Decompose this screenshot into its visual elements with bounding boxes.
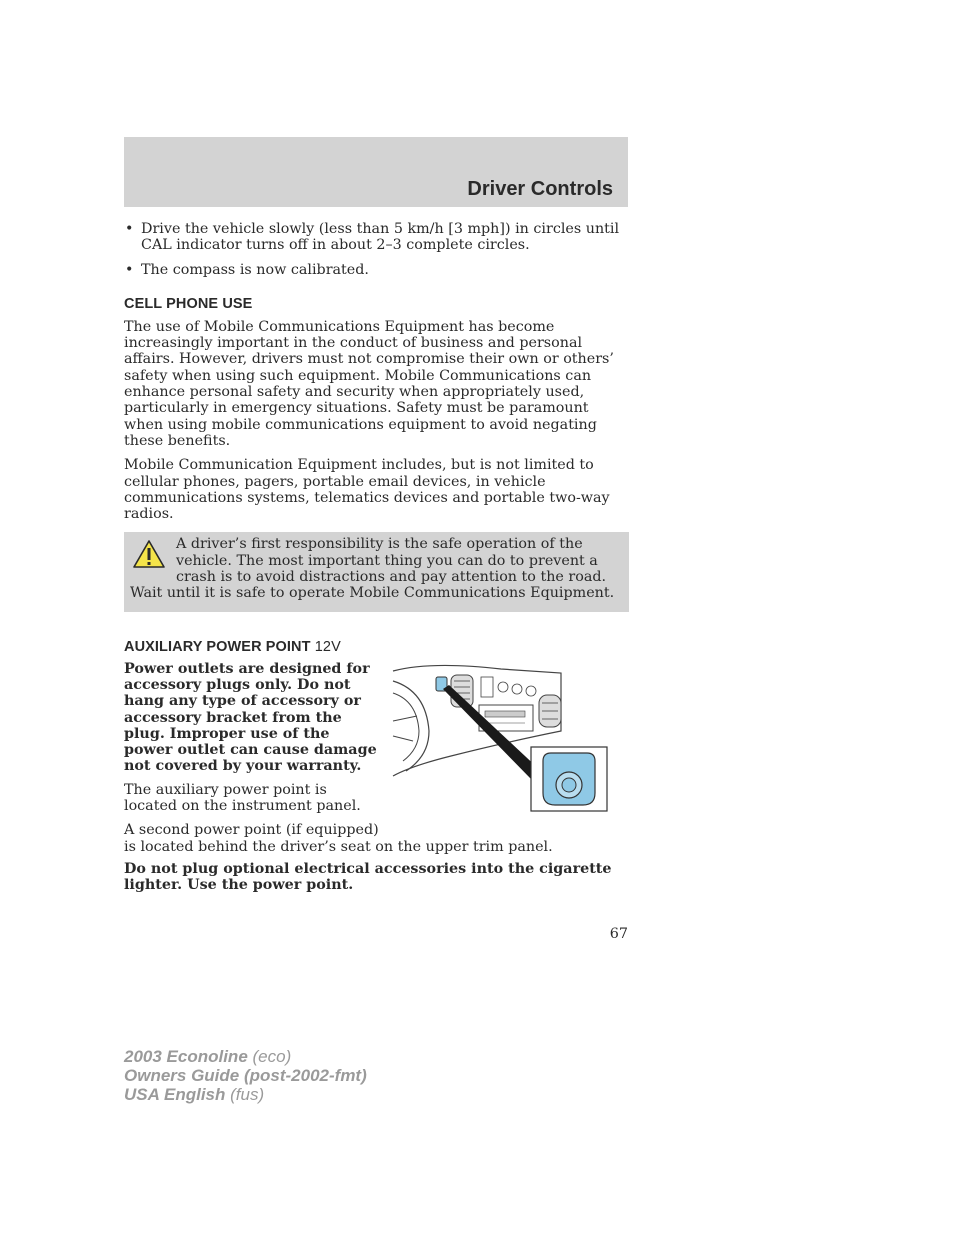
warning-triangle-icon bbox=[132, 539, 166, 569]
calibration-steps bbox=[124, 221, 629, 278]
list-item: • Drive the vehicle slowly (less than 5 km/h [3 mph]) in circles until CAL indicator turns off in about 2–3 complete circles. bbox=[125, 221, 620, 254]
cigarette-lighter-warning: Do not plug optional electrical accessories into the cigarette lighter. Use the power point. bbox=[124, 860, 612, 894]
cell-phone-paragraph-1: The use of Mobile Communications Equipment has become increasingly important in the conduct of business and personal affairs. However, drivers must not compromise their own or others’ safety when using such equipment. Mobile Communications can enhance personal safety and security when appropriately used, particularly in emergency situations. Safety must be paramount when using mobile communications equipment to avoid negating these benefits. bbox=[124, 318, 614, 449]
list-item: • The compass is now calibrated. bbox=[125, 261, 369, 278]
page-number: 67 bbox=[609, 926, 628, 942]
page-content bbox=[124, 221, 629, 894]
cell-phone-heading: CELL PHONE USE bbox=[124, 295, 253, 312]
header-band bbox=[124, 137, 628, 207]
aux-power-section bbox=[124, 661, 629, 894]
second-power-point-line-2: is located behind the driver’s seat on the upper trim panel. bbox=[124, 838, 553, 855]
power-outlet-warning: Power outlets are designed for accessory plugs only. Do not hang any type of accessory or accessory bracket from the plug. Improper use of the power outlet can cause damage not covered by your warranty. bbox=[124, 660, 377, 775]
document-footer: 2003 Econoline (eco) Owners Guide (post-2002-fmt) USA English (fus) bbox=[124, 1047, 367, 1104]
warning-text: A driver’s first responsibility is the safe operation of the vehicle. The most important thing you can do to prevent a crash is to avoid distractions and pay attention to the road. Wait until it is safe to operate Mobile Communications Equipment. bbox=[130, 536, 615, 602]
bullet-icon: • bbox=[125, 221, 134, 237]
bullet-icon: • bbox=[125, 261, 134, 278]
second-power-point-line-1: A second power point (if equipped) bbox=[124, 822, 379, 839]
section-title: Driver Controls bbox=[467, 178, 613, 200]
power-point-location: The auxiliary power point is located on the instrument panel. bbox=[124, 781, 361, 815]
voltage-label: 12V bbox=[314, 638, 341, 655]
aux-power-heading: AUXILIARY POWER POINT 12V bbox=[124, 638, 341, 655]
cell-phone-paragraph-2: Mobile Communication Equipment includes, but is not limited to cellular phones, pagers, portable email devices, in vehicle communications systems, telematics devices and portable two-way radios. bbox=[124, 457, 610, 523]
warning-box bbox=[124, 532, 629, 611]
power-point-illustration bbox=[391, 661, 611, 816]
